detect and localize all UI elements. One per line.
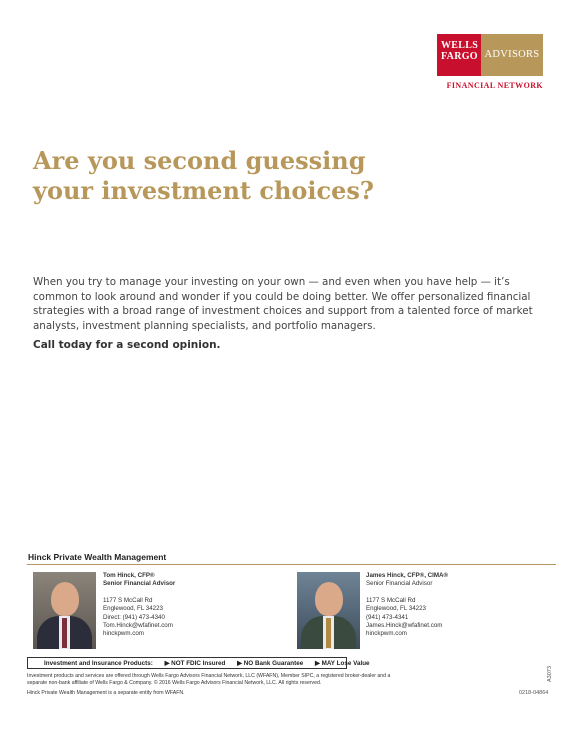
ad-code-vertical: A3073 bbox=[547, 666, 553, 682]
advisor-name: Tom Hinck, CFP® bbox=[103, 572, 155, 579]
advisor-address-1: 1177 S McCall Rd bbox=[366, 596, 416, 604]
advisor-address-2: Englewood, FL 34223 bbox=[366, 605, 426, 613]
advisor-phone: Direct: (941) 473-4340 bbox=[103, 613, 165, 621]
wells-fargo-mark: WELLS FARGO bbox=[437, 34, 481, 76]
disclosure-no-guarantee: ▶ NO Bank Guarantee bbox=[237, 660, 304, 667]
headline-line-1: Are you second guessing bbox=[33, 146, 366, 175]
investment-disclosure-box bbox=[27, 657, 370, 669]
ad-code: 0218-04864 bbox=[519, 690, 549, 696]
body-paragraph: When you try to manage your investing on your own — and even when you have help — it’s common to look around and wonder if you could be doing better. We offer personalized financial strategies with a broad range of investment choices and support from a talented force of market analysts, investment planning specialists, and portfolio managers. bbox=[33, 276, 533, 332]
call-to-action: Call today for a second opinion. bbox=[33, 339, 221, 351]
advisor-name: James Hinck, CFP®, CIMA® bbox=[366, 572, 449, 579]
disclosure-may-lose-value: ▶ MAY Lose Value bbox=[315, 660, 370, 667]
financial-network-label: FINANCIAL NETWORK bbox=[446, 81, 543, 90]
advisor-email: James.Hinck@wfafinet.com bbox=[366, 622, 443, 630]
disclosure-label: Investment and Insurance Products: bbox=[44, 660, 153, 667]
advisor-photo-tom bbox=[33, 572, 96, 649]
firm-name: Hinck Private Wealth Management bbox=[28, 552, 167, 562]
advisors-mark: ADVISORS bbox=[481, 34, 543, 76]
wells-fargo-advisors-logo bbox=[437, 34, 543, 90]
advisor-website: hinckpwm.com bbox=[103, 630, 144, 638]
advisor-phone: (941) 473-4341 bbox=[366, 613, 409, 621]
advisor-role: Senior Financial Advisor bbox=[366, 580, 433, 588]
advisor-address-1: 1177 S McCall Rd bbox=[103, 596, 153, 604]
advisor-card-james bbox=[366, 572, 448, 639]
divider bbox=[27, 564, 556, 565]
legal-fine-print: Investment products and services are offered through Wells Fargo Advisors Financial Network, LLC (WFAFN), Member SIPC, a registered broker-dealer and a separate non-bank affiliate of Wells Fargo & Company. © 2016 Wells Fargo Advisors Financial Network, LLC. All rights reserved. bbox=[27, 673, 391, 686]
headline-line-2: your investment choices? bbox=[33, 176, 374, 205]
advisor-role: Senior Financial Advisor bbox=[103, 580, 176, 588]
headline bbox=[33, 146, 374, 206]
advisor-address-2: Englewood, FL 34223 bbox=[103, 605, 163, 613]
disclosure-not-fdic: ▶ NOT FDIC Insured bbox=[164, 660, 226, 667]
entity-disclaimer: Hinck Private Wealth Management is a separate entity from WFAFN. bbox=[27, 690, 185, 696]
advisor-website: hinckpwm.com bbox=[366, 630, 407, 638]
advisor-photo-james bbox=[297, 572, 360, 649]
advisor-card-tom bbox=[103, 572, 175, 639]
advisor-email: Tom.Hinck@wfafinet.com bbox=[103, 622, 173, 630]
